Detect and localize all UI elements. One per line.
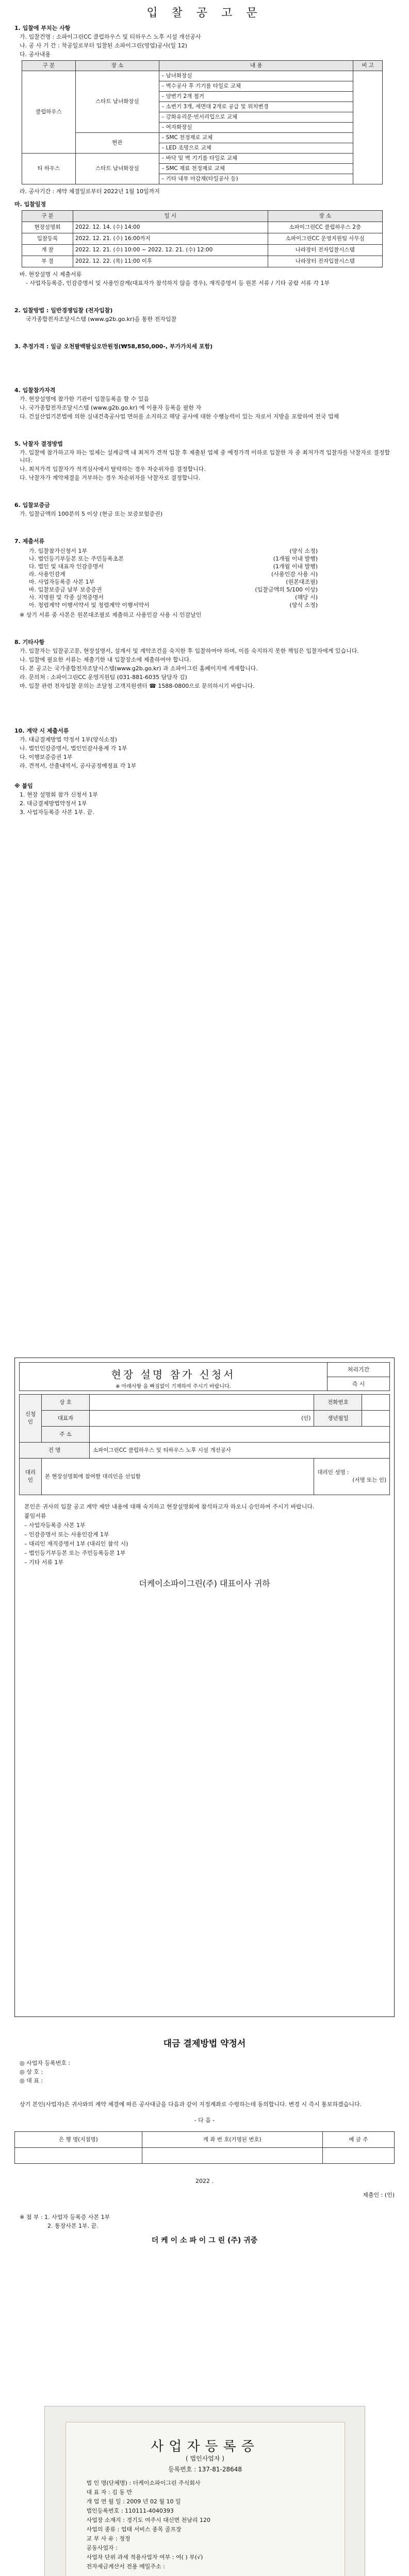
section-7-line: 가. 입찰금액의 100분의 5 이상 (현금 또는 보증보험증권) (20, 511, 163, 517)
attachment-heading: ※ 붙임 (14, 783, 33, 789)
table-cell: 2022. 12. 21. (수) 10:00 ~ 2022. 12. 21. (수) 12:00 (73, 245, 268, 256)
bid-notice (14, 6, 395, 1341)
section-10-heading: 10. 계약 시 제출서류 (14, 727, 69, 734)
certificate-subtitle: ( 법인사업자 ) (186, 2455, 224, 2462)
certificate-number: 등록번호 : 137-81-28648 (168, 2466, 242, 2473)
agent-sign-label: (서명 또는 인) (352, 1477, 386, 1483)
agreement-sign: 제출인 : (인) (363, 2192, 395, 2198)
certificate-field: 개 업 연 월 일 : 2009 년 02 월 10 일 (86, 2498, 181, 2505)
field-value[interactable] (362, 1411, 390, 1427)
table-cell: 현장설명회 (22, 222, 73, 233)
table-cell: 소파이그린CC 클럽하우스 2층 (268, 222, 382, 233)
body-line: – 기타 서류 1부 (24, 1559, 64, 1566)
business-registration (14, 2401, 395, 2576)
section-6-line: 가. 입찰에 참가하고자 하는 업체는 설계금액 내 최저가 견적 입찰 후 제출된 업체 중 예정가격 이하로 입찰한 자 중 최저가격 입찰자를 낙찰자로 결정합니다. (20, 449, 390, 464)
table-cell: – LED 조명으로 교체 (159, 143, 353, 154)
payment-agreement (14, 2035, 395, 2375)
table-cell: 소파이그린CC 운영지원팀 사무실 (268, 233, 382, 245)
agreement-date: 2022 . (195, 2178, 214, 2184)
field-label: 전화번호 (314, 1395, 362, 1411)
applicant-table (19, 1394, 390, 1495)
table-cell: – 남녀화장실 (159, 71, 353, 81)
table-cell: 나라장터 전자입찰시스템 (268, 245, 382, 256)
field-label: 주 소 (42, 1427, 90, 1443)
table-cell: 부 결 (22, 256, 73, 267)
section-7-heading: 6. 입찰보증금 (14, 502, 50, 509)
section-9-line: 가. 입찰자는 입찰공고문, 현장설명서, 설계서 및 계약조건을 숙지한 후 입찰하여야 하며, 이를 숙지하지 못한 책임은 입찰자에게 있습니다. (20, 648, 359, 654)
agreement-title: 대금 결제방법 약정서 (163, 2039, 246, 2049)
agreement-addressee: 더 케 이 소 파 이 그 린 (주) 귀중 (151, 2236, 258, 2245)
table-cell: – 소변기 3개, 세면대 2개로 공급 및 위치변경 (159, 102, 353, 112)
table-cell: – 벽수공사 후 기기를 타일로 교체 (159, 81, 353, 92)
section-5-line: 다. 건설산업기본법에 의한 실내건축공사업 면허를 소지하고 해당 공사에 대한 수행능력이 있는 자로서 지방을 포함하여 전국 업체 (20, 413, 339, 420)
section-9-line: 라. 문의처 : 소파이그린CC 운영지원팀 (031-881-6035 담당자 김) (20, 674, 187, 681)
certificate-field: 교 부 사 유 : 정정 (86, 2535, 130, 2542)
table-cell: 티 하우스 (22, 154, 76, 184)
certificate-field: 전자세금계산서 전용 메일주소 : (86, 2563, 165, 2570)
section-1-line: 나. 공 사 기 간 : 착공일로부터 입찰된 소파이그린(영업)공사(일 12) (20, 42, 187, 49)
section-1-heading: 1. 입찰에 부치는 사항 (14, 25, 71, 31)
certificate-field: 대 표 자 : 김 동 만 (86, 2489, 132, 2496)
table-cell: – 양변기 2개 철거 (159, 92, 353, 102)
agent-label: 대리인 (20, 1459, 42, 1495)
list-item: 마. 사업자등록증 사본 1부 (원본대조필) (29, 579, 318, 585)
application-subtitle: ※ 아래사항 을 빠짐없이 기재하여 주시기 바랍니다. (116, 1384, 231, 1389)
processing-label: 처리기간 (328, 1363, 389, 1377)
field-value[interactable]: (인) (90, 1411, 314, 1427)
section-5-heading: 4. 입찰참가자격 (14, 387, 56, 394)
agreement-body: 상기 본인(사업자)은 귀사와의 계약 체결에 따른 공사대금을 다음과 같이 지정계좌로 수령하는데 동의합니다. 변경 시 즉시 통보하겠습니다. (20, 2101, 362, 2108)
attachment-line: 1. 현장 설명회 참가 신청서 1부 (20, 791, 98, 798)
bank-table (14, 2131, 395, 2164)
agent-text: 본 현장설명회에 참여할 대리인을 선임함 (42, 1459, 314, 1495)
section-2-note: 바. 현장설명 시 제출서류 (20, 271, 82, 278)
field-value[interactable] (362, 1395, 390, 1411)
table-cell[interactable] (142, 2148, 322, 2164)
processing-value: 즉 시 (352, 1380, 365, 1387)
section-10-line: 나. 법인인감증명서, 법인인감사용계 각 1부 (20, 745, 127, 752)
table-header: 비 고 (353, 61, 383, 71)
table-cell[interactable] (15, 2148, 142, 2164)
project-value: 소파이그린CC 클럽하우스 및 티하우스 노후 시설 개선공사 (90, 1443, 390, 1459)
list-item: 바. 입찰보증금 납부 보증증권 (입찰금액의 5/100 이상) (29, 586, 318, 593)
section-10-line: 가. 대금결제방법 약정서 1부(양식소정) (20, 736, 117, 743)
bid-notice-title: 입 찰 공 고 문 (146, 7, 263, 20)
agreement-field: ◎ 대 표 : (20, 2077, 43, 2084)
table-cell: 클럽하우스 (22, 71, 76, 154)
section-3-line: 국가종합전자조달시스템 (www.g2b.go.kr)을 통한 전자입찰 (26, 316, 177, 323)
table-cell[interactable] (322, 2148, 394, 2164)
field-value[interactable] (90, 1395, 314, 1411)
list-item: 가. 입찰참가신청서 1부 (양식 소정) (29, 548, 318, 554)
body-line: – 대리인 재직증명서 1부 (대리인 참석 시) (24, 1540, 128, 1547)
agent-name-label: 대리인 성명 : (317, 1469, 349, 1476)
agreement-center: - 다 음 - (194, 2117, 215, 2124)
schedule-table (22, 210, 383, 267)
table-cell: – SMC 재료 천정재로 교체 (159, 164, 353, 174)
agent-sign-box[interactable] (314, 1459, 390, 1495)
table-cell: – 여자화장실 (159, 123, 353, 133)
section-5-line: 나. 국가종합전자조달시스템 (www.g2b.go.kr) 에 이용자 등록을 필한 자 (20, 404, 202, 411)
certificate-field: 사업장 소재지 : 경기도 여주시 대신면 천남리 120 (86, 2517, 210, 2523)
table-cell: 나라장터 전자입찰시스템 (268, 256, 382, 267)
section-10-line: 라. 견적서, 산출내역서, 공사공정예정표 각 1부 (20, 762, 137, 769)
section-9-line: 다. 본 공고는 국가종합전자조달시스템(www.g2b.go.kr) 과 소파이그린 홈페이지에 게재합니다. (20, 665, 258, 672)
agreement-field: ◎ 상 호 : (20, 2069, 43, 2075)
certificate-title: 사업자등록증 (151, 2439, 259, 2454)
section-6-heading: 5. 낙찰자 결정방법 (14, 440, 63, 447)
table-header: 구 분 (22, 61, 76, 71)
application-body (24, 1502, 385, 1567)
scope-table (22, 60, 383, 184)
table-header: 구 분 (22, 211, 73, 222)
section-8-heading: 7. 제출서류 (14, 538, 45, 545)
addressee: 더케이소파이그린(주) 대표이사 귀하 (139, 1579, 270, 1588)
agreement-field: ◎ 사업자 등록번호 : (20, 2060, 71, 2066)
section-9-line: 나. 입찰에 필요한 서류는 제출기한 내 입찰장소에 제출하여야 합니다. (20, 656, 191, 663)
table-cell: – 바닥 및 벽 기기를 타일로 교체 (159, 154, 353, 164)
body-line: – 인감증명서 또는 사용인감계 1부 (24, 1531, 109, 1538)
field-label: 건 명 (20, 1443, 90, 1459)
section-6-line: 나. 최저가격 입찰자가 적격심사에서 탈락하는 경우 차순위자를 결정합니다. (20, 466, 206, 472)
section-9-heading: 8. 기타사항 (14, 639, 45, 646)
table-cell: – 강화유리문·빈서리입으로 교체 (159, 112, 353, 123)
section-2-note: - 사업자등록증, 인감증명서 및 사용인감계(대표자가 참석하지 않을 경우), 재직증명서 등 원본 서류 / 기타 공람 서류 각 1부 (26, 280, 330, 286)
section-10-line: 다. 이행보증증권 1부 (20, 754, 73, 760)
body-line: 본인은 귀사의 입찰 공고 계약 제안 내용에 대해 숙지하고 현장설명회에 참석하고자 하오니 승인하여 주시기 바랍니다. (24, 1503, 315, 1510)
certificate-field: 법인등록번호 : 110111-4040393 (86, 2507, 174, 2514)
section-1-line: 가. 입찰건명 : 소파이그린CC 클럽하우스 및 티하우스 노후 시설 개선공사 (20, 33, 201, 40)
table-header: 내 용 (159, 61, 353, 71)
table-cell: 2022. 12. 14. (수) 14:00 (73, 222, 268, 233)
list-item: 사. 지명원 및 각종 실적증명서 (해당 시) (29, 594, 318, 601)
application-title: 현장 설명 참가 신청서 (111, 1368, 236, 1381)
field-label: 대표자 (42, 1411, 90, 1427)
attachment-line: 2. 대금결제방법약정서 1부 (20, 800, 87, 807)
field-label: 상 호 (42, 1395, 90, 1411)
list-item: 다. 법인 및 대표자 인감증명서 (1개월 이내 발행) (29, 563, 318, 570)
agreement-attach: ※ 첨 부 : 1. 사업자 등록증 사본 1부 (20, 2214, 110, 2221)
table-header: 계 좌 번 호(기명된 번호) (142, 2132, 322, 2148)
processing-box (328, 1362, 390, 1391)
section-1-line: 다. 공사내용 (20, 51, 51, 58)
section-8-note: ※ 상기 서류 중 사본은 원본대조필로 제출하고 사용인감 사용 시 인감날인 (20, 612, 202, 618)
table-cell: 현관 (75, 133, 159, 154)
body-line: – 사업자등록증 사본 1부 (24, 1522, 86, 1529)
section-9-line: 마. 입찰 관련 전자입찰 문의는 조달청 고객지원센터 ☎ 1588-0800으로 문의하시기 바랍니다. (20, 683, 255, 689)
certificate-field: 사업자 단위 과세 적용사업자 여부 : 여( ) 부(√) (86, 2554, 203, 2561)
site-briefing-application (14, 1358, 395, 2027)
section-5-line: 가. 현장설명에 참가한 기관이 입찰등록을 할 수 있음 (20, 396, 150, 402)
section-2-heading: 마. 입찰일정 (14, 201, 46, 208)
table-cell: 입찰등록 (22, 233, 73, 245)
section-4-heading: 3. 추정가격 : 일금 오천팔백팔십오만원정(₩58,850,000-, 부가가치세 포함) (14, 343, 213, 350)
body-line: 붙임서류 (24, 1513, 46, 1519)
table-header: 장 소 (75, 61, 159, 71)
certificate (44, 2406, 365, 2576)
table-header: 은 행 명(지점명) (15, 2132, 142, 2148)
agreement-attach: 2. 통장사본 1부. 끝. (47, 2223, 99, 2229)
table-header: 예 금 주 (322, 2132, 394, 2148)
submission-list (29, 547, 395, 609)
table-cell: – SMC 천정재로 교체 (159, 133, 353, 143)
certificate-field: 공동사업자 : (86, 2545, 118, 2551)
table-cell: 스타트 남녀화장실 (75, 71, 159, 133)
application-header (19, 1362, 328, 1391)
table-header: 일 시 (73, 211, 268, 222)
table-header: 장 소 (268, 211, 382, 222)
table-cell: 2022. 12. 22. (목) 11:00 이후 (73, 256, 268, 267)
applicant-label: 신청인 (20, 1395, 42, 1443)
field-value[interactable] (90, 1427, 390, 1443)
table-cell: 2022. 12. 21. (수) 16:00까지 (73, 233, 268, 245)
list-item: 나. 법인등기부등본 또는 주민등록초본 (1개월 이내 발행) (29, 555, 318, 562)
section-1-note: 라. 공사기간 : 계약 체결일로부터 2022년 1월 10일까지 (20, 188, 160, 195)
list-item: 라. 사용인감계 (사용인감 사용 시) (29, 571, 318, 578)
certificate-field: 법 인 명(단체명) : 더케이소파이그린 주식회사 (86, 2480, 201, 2486)
section-6-line: 다. 낙찰자가 계약체결을 거부하는 경우 차순위자를 낙찰자로 결정합니다. (20, 474, 201, 481)
field-label: 생년월일 (314, 1411, 362, 1427)
body-line: – 법인등기부등본 또는 주민등록등본 1부 (24, 1550, 126, 1556)
table-cell: – 기타 내부 마감재(타일공사 등) (159, 174, 353, 184)
table-cell (353, 71, 383, 184)
certificate-field: 사업의 종류 : 업태 서비스 종목 골프장 (86, 2526, 182, 2533)
list-item: 아. 청렴계약 이행서약서 및 청렴계약 이행서약서 (양식 소정) (29, 602, 318, 608)
attachment-line: 3. 사업자등록증 사본 1부. 끝. (20, 809, 94, 816)
section-3-heading: 2. 입찰방법 : 일반경쟁입찰 (전자입찰) (14, 307, 113, 314)
table-cell: 개 찰 (22, 245, 73, 256)
table-cell: 스타트 남녀화장실 (75, 154, 159, 184)
